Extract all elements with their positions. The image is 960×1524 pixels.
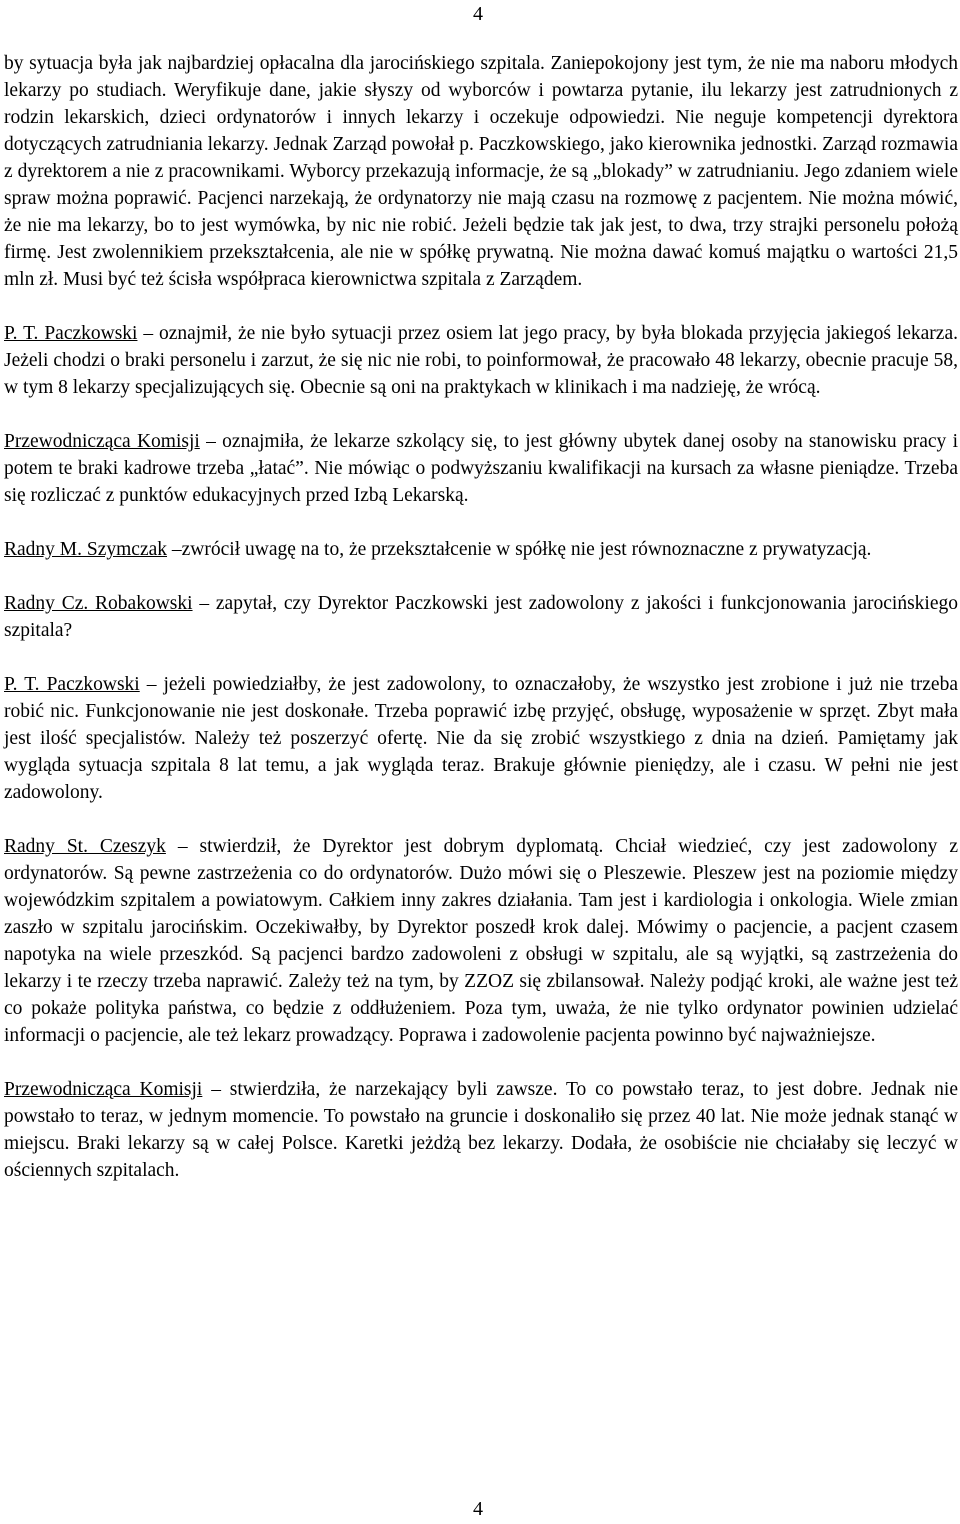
speaker-name: Radny Cz. Robakowski	[4, 593, 193, 614]
paragraph-3	[4, 428, 958, 509]
paragraph-8	[4, 1076, 958, 1184]
paragraph-2	[4, 320, 958, 401]
speaker-name: Przewodnicząca Komisji	[4, 431, 200, 452]
paragraph-text: – stwierdził, że Dyrektor jest dobrym dyplomatą. Chciał wiedzieć, czy jest zadowolony z ordynatorów. Są pewne zastrzeżenia co do ordynatorów. Dużo mówi się o Pleszewie. Pleszew jest na poziomie między wojewódzkim szpitalem a powiatowym. Całkiem inny zakres działania. Tam jest i kardiologia i onkologia. Wiele zmian zaszło w szpitalu jarocińskim. Oczekiwałby, by Dyrektor poszedł krok dalej. Mówimy o pacjencie, a pacjent czasem napotyka na wiele przeszkód. Są pacjenci bardzo zadowoleni z obsługi w szpitalu, ale są wyjątki, są zastrzeżenia do lekarzy i te rzeczy trzeba naprawić. Zależy też na tym, by ZZOZ się zbilansował. Należy podjąć kroki, ale ważne jest też co pokaże polityka państwa, co będzie z oddłużeniem. Poza tym, uważa, że nie tylko ordynator powinien udzielać informacji o pacjencie, ale też lekarz prowadzący. Poprawa i zadowolenie pacjenta powinno być najważniejsze.	[4, 836, 958, 1046]
paragraph-7	[4, 833, 958, 1049]
paragraph-5	[4, 590, 958, 644]
document-body	[4, 50, 958, 1184]
paragraph-6	[4, 671, 958, 806]
paragraph-text: – zapytał, czy Dyrektor Paczkowski jest zadowolony z jakości i funkcjonowania jarocińskiego szpitala?	[4, 593, 958, 641]
paragraph-1	[4, 50, 958, 293]
speaker-name: Radny M. Szymczak	[4, 539, 168, 560]
paragraph-text: – jeżeli powiedziałby, że jest zadowolony, to oznaczałoby, że wszystko jest zrobione i już nie trzeba robić nic. Funkcjonowanie nie jest doskonałe. Trzeba poprawić izbę przyjęć, obsługę, wyposażenie w sprzęt. Zbyt mała jest ilość specjalistów. Należy też poszerzyć ofertę. Nie da się zrobić wszystkiego z dnia na dzień. Pamiętamy jak wygląda sytuacja szpitala 8 lat temu, a jak wygląda teraz. Brakuje głównie pieniędzy, ale i czasu. W pełni nie jest zadowolony.	[4, 674, 958, 803]
speaker-name: Radny St. Czeszyk	[4, 836, 166, 857]
speaker-name: Przewodnicząca Komisji	[4, 1079, 203, 1100]
page-number-top: 4	[473, 3, 483, 25]
paragraph-text: – oznajmił, że nie było sytuacji przez osiem lat jego pracy, by była blokada przyjęcia jakiegoś lekarza. Jeżeli chodzi o braki personelu i zarzut, że się nic nie robi, to poinformował, że pracowało 48 lekarzy, obecnie pracuje 58, w tym 8 lekarzy specjalizujących się. Obecnie są oni na praktykach w klinikach i ma nadzieję, że wrócą.	[4, 323, 958, 398]
page-number-bottom: 4	[473, 1498, 483, 1520]
paragraph-4	[4, 536, 958, 563]
paragraph-text: – stwierdziła, że narzekający byli zawsze. To co powstało teraz, to jest dobre. Jednak nie powstało to teraz, w jednym momencie. To powstało na gruncie i doskonaliło się przez 40 lat. Nie może jednak stanąć w miejscu. Braki lekarzy są w całej Polsce. Karetki jeżdżą bez lekarzy. Dodała, że osobiście nie chciałaby się leczyć w ościennych szpitalach.	[4, 1079, 958, 1181]
paragraph-text: –zwrócił uwagę na to, że przekształcenie w spółkę nie jest równoznaczne z prywatyzacją.	[167, 539, 872, 560]
paragraph-text: – oznajmiła, że lekarze szkolący się, to jest główny ubytek danej osoby na stanowisku pracy i potem te braki kadrowe trzeba „łatać”. Nie mówiąc o podwyższaniu kwalifikacji na kursach za własne pieniądze. Trzeba się rozliczać z punktów edukacyjnych przed Izbą Lekarską.	[4, 431, 959, 506]
speaker-name: P. T. Paczkowski	[4, 674, 140, 695]
paragraph-text: by sytuacja była jak najbardziej opłacalna dla jarocińskiego szpitala. Zaniepokojony jest tym, że nie ma naboru młodych lekarzy po studiach. Weryfikuje dane, jakie słyszy od wyborców i powtarza pytanie, ilu lekarzy jest zatrudnionych z rodzin lekarskich, dzieci ordynatorów i innych lekarzy i oczekuje odpowiedzi. Nie neguje kompetencji dyrektora dotyczących zatrudniania lekarzy. Jednak Zarząd powołał p. Paczkowskiego, jako kierownika jednostki. Zarząd rozmawia z dyrektorem a nie z pracownikami. Wyborcy przekazują informacje, że są „blokady” w zatrudnianiu. Jego zdaniem wiele spraw można poprawić. Pacjenci narzekają, że ordynatorzy nie mają czasu na rozmowę z pacjentem. Nie można mówić, że nie ma lekarzy, bo to jest wymówka, by nic nie robić. Jeżeli będzie tak jak jest, to dwa, trzy strajki personelu położą firmę. Jest zwolennikiem przekształcenia, ale nie w spółkę prywatną. Nie można dawać komuś majątku o wartości 21,5 mln zł. Musi być też ścisła współpraca kierownictwa szpitala z Zarządem.	[4, 53, 958, 290]
speaker-name: P. T. Paczkowski	[4, 323, 138, 344]
